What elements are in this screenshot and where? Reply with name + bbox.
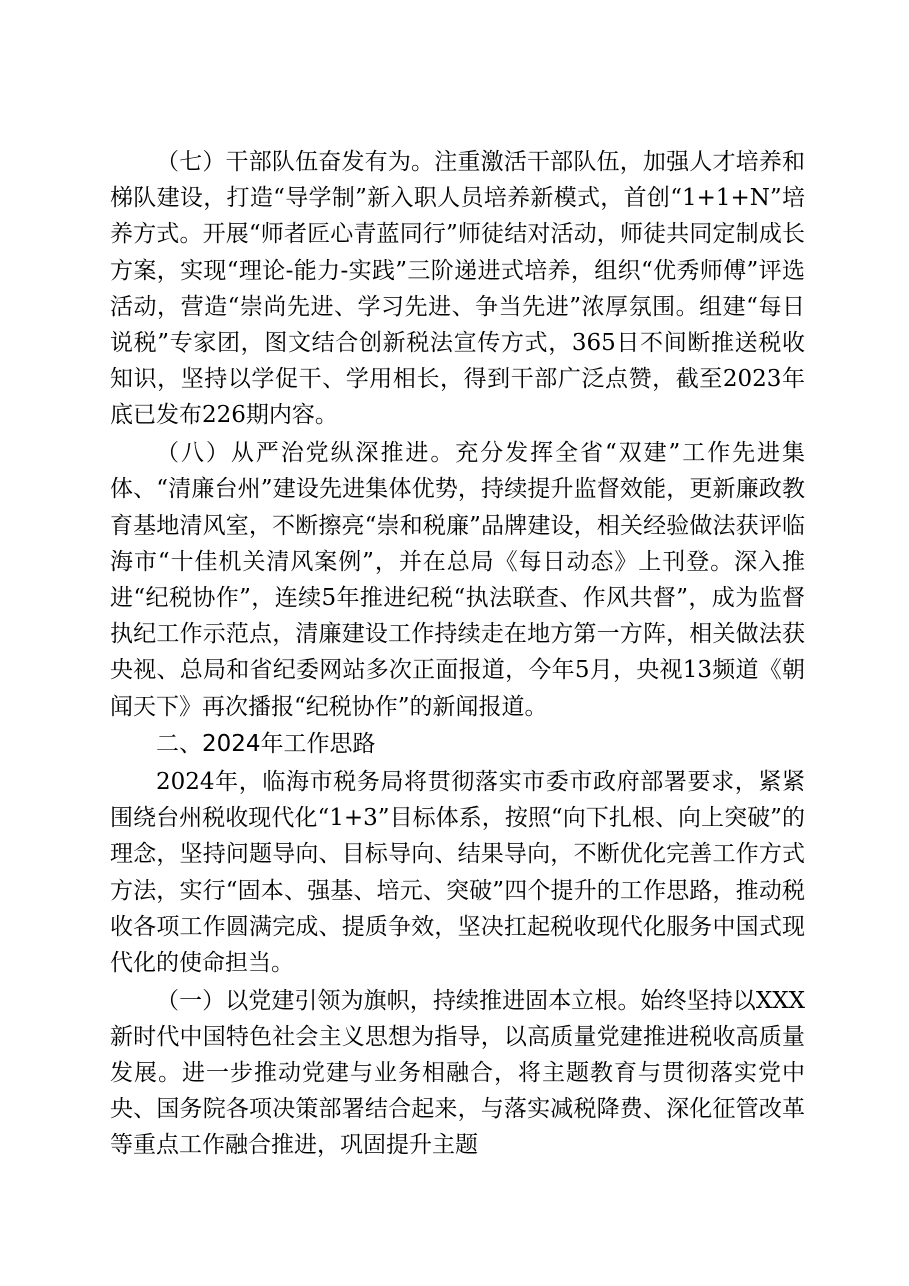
paragraph-party-discipline	[110, 435, 805, 725]
paragraph-text: 注重激活干部队伍，加强人才培养和梯队建设，打造“导学制”新入职人员培养新模式，首创“1+1+N”培养方式。开展“师者匠心青蓝同行”师徒结对活动，师徒共同定制成长方案，实现“理论-能力-实践”三阶递进式培养，组织“优秀师傅”评选活动，营造“崇尚先进、学习先进、争当先进”浓厚氛围。组建“每日说税”专家团，图文结合创新税法宣传方式，365日不间断推送税收知识，坚持以学促干、学用相长，得到干部广泛点赞，截至2023年底已发布226期内容。	[110, 149, 806, 429]
paragraph-text: 始终坚持以XXX新时代中国特色社会主义思想为指导，以高质量党建推进税收高质量发展。进一步推动党建与业务相融合，将主题教育与贯彻落实党中央、国务院各项决策部署结合起来，与落实减税降费、深化征管改革等重点工作融合推进，巩固提升主题	[110, 987, 805, 1159]
section-heading: 二、2024年工作思路	[156, 731, 376, 758]
paragraph-lead: （七）干部队伍奋发有为。	[156, 149, 435, 175]
paragraph-text: 充分发挥全省“双建”工作先进集体、“清廉台州”建设先进集体优势，持续提升监督效能，更新廉政教育基地清风室，不断擦亮“崇和税廉”品牌建设，相关经验做法获评临海市“十佳机关清风案例”，并在总局《每日动态》上刊登。深入推进“纪税协作”，连续5年推进纪税“执法联查、作风共督”，成为监督执纪工作示范点，清廉建设工作持续走在地方第一方阵，相关做法获央视、总局和省纪委网站多次正面报道，今年5月，央视13频道《朝闻天下》再次播报“纪税协作”的新闻报道。	[110, 440, 805, 720]
paragraph-cadre-team	[110, 144, 805, 434]
paragraph-lead: （一）以党建引领为旗帜，持续推进固本立根。	[156, 987, 641, 1014]
paragraph-party-building	[110, 983, 805, 1164]
paragraph-lead: （八）从严治党纵深推进。	[156, 440, 456, 467]
paragraph-intro: 2024年，临海市税务局将贯彻落实市委市政府部署要求，紧紧围绕台州税收现代化“1+3”目标体系，按照“向下扎根、向上突破”的理念，坚持问题导向、目标导向、结果导向，不断优化完善工作方式方法，实行“固本、强基、培元、突破”四个提升的工作思路，推动税收各项工作圆满完成、提质争效，坚决扛起税收现代化服务中国式现代化的使命担当。	[110, 768, 805, 976]
document-body	[110, 144, 805, 1164]
